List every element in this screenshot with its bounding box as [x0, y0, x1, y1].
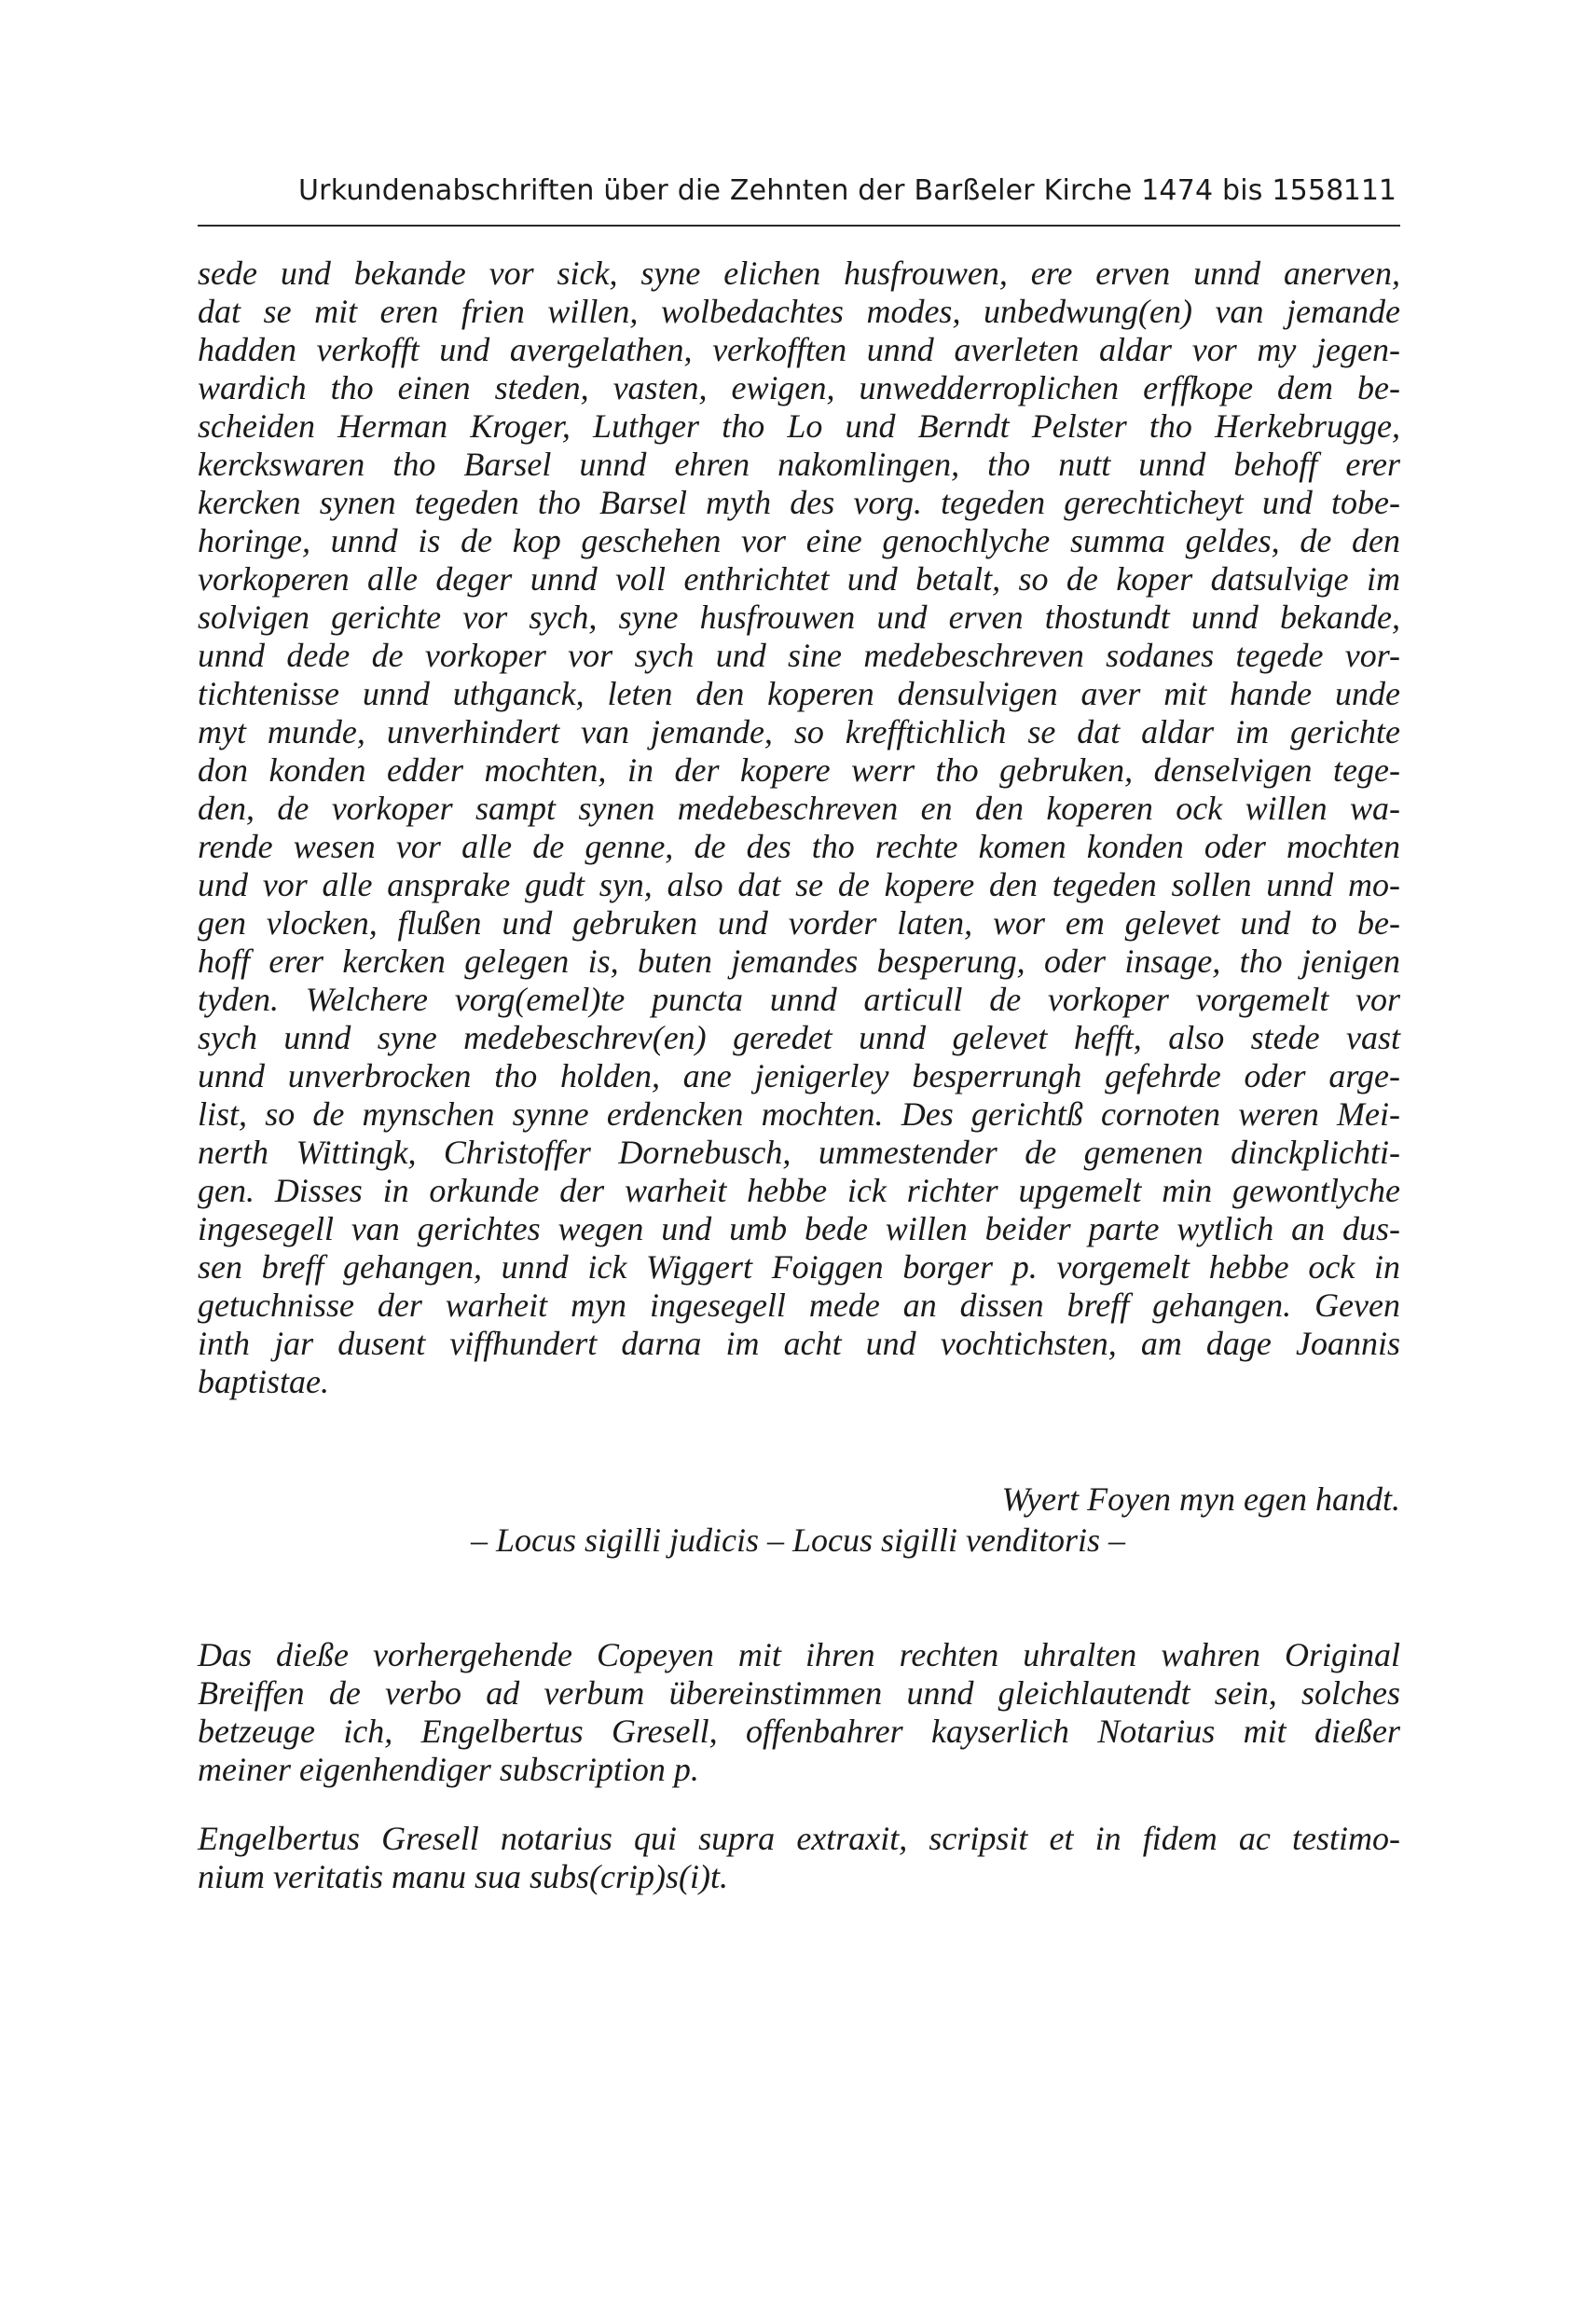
notary-note — [198, 1636, 1400, 1789]
text-line: nium veritatis manu sua subs(crip)s(i)t. — [198, 1858, 728, 1895]
text-line: tyden. Welchere vorg(emel)te puncta unnd articull de vorkoper vorgemelt vor — [198, 981, 1400, 1018]
page-header — [198, 171, 1400, 227]
text-line: sen breff gehangen, unnd ick Wiggert Foiggen borger p. vorgemelt hebbe ock in — [198, 1248, 1400, 1286]
text-line: gen. Disses in orkunde der warheit hebbe ick richter upgemelt min gewontlyche — [198, 1172, 1400, 1209]
text-line: baptistae. — [198, 1363, 329, 1400]
running-head: Urkundenabschriften über die Zehnten der Barßeler Kirche 1474 bis 1558 — [298, 174, 1344, 207]
text-line: solvigen gerichte vor sych, syne husfrouwen und erven thostundt unnd bekande, — [198, 599, 1400, 636]
text-line: getuchnisse der warheit myn ingesegell mede an dissen breff gehangen. Geven — [198, 1287, 1400, 1324]
text-line: hadden verkofft und avergelathen, verkofften unnd averleten aldar vor my jegen- — [198, 331, 1400, 368]
text-line: inth jar dusent viffhundert darna im acht und vochtichsten, am dage Joannis — [198, 1325, 1400, 1362]
text-line: unnd dede de vorkoper vor sych und sine medebeschreven sodanes tegede vor- — [198, 637, 1400, 674]
main-text-body — [198, 255, 1400, 1401]
text-line: rende wesen vor alle de genne, de des tho rechte komen konden oder mochten — [198, 828, 1400, 865]
text-line: ingesegell van gerichtes wegen und umb bede willen beider parte wytlich an dus- — [198, 1210, 1400, 1247]
signature-line: Wyert Foyen myn egen handt. — [1001, 1480, 1400, 1518]
text-line: don konden edder mochten, in der kopere werr tho gebruken, denselvigen tege- — [198, 751, 1400, 789]
closing-attestation — [198, 1820, 1400, 1896]
text-line: kerckswaren tho Barsel unnd ehren nakomlingen, tho nutt unnd behoff erer — [198, 446, 1400, 483]
text-line: Engelbertus Gresell notarius qui supra extraxit, scripsit et in fidem ac testimo- — [198, 1820, 1400, 1857]
text-line: sede und bekande vor sick, syne elichen husfrouwen, ere erven unnd anerven, — [198, 255, 1400, 292]
text-line: und vor alle ansprake gudt syn, also dat se de kopere den tegeden sollen unnd mo- — [198, 866, 1400, 903]
text-line: betzeuge ich, Engelbertus Gresell, offenbahrer kayserlich Notarius mit dießer — [198, 1713, 1400, 1750]
text-line: sych unnd syne medebeschrev(en) geredet unnd gelevet hefft, also stede vast — [198, 1019, 1400, 1056]
text-line: vorkoperen alle deger unnd voll enthrichtet und betalt, so de koper datsulvige im — [198, 560, 1400, 598]
text-line: nerth Wittingk, Christoffer Dornebusch, ummestender de gemenen dinckplichti- — [198, 1134, 1400, 1171]
text-line: tichtenisse unnd uthganck, leten den koperen densulvigen aver mit hande unde — [198, 675, 1400, 712]
text-line: Breiffen de verbo ad verbum übereinstimmen unnd gleichlautendt sein, solches — [198, 1674, 1400, 1712]
text-line: den, de vorkoper sampt synen medebeschreven en den koperen ock willen wa- — [198, 790, 1400, 827]
text-line: myt munde, unverhindert van jemande, so krefftichlich se dat aldar im gerichte — [198, 713, 1400, 750]
text-line: scheiden Herman Kroger, Luthger tho Lo und Berndt Pelster tho Herkebrugge, — [198, 407, 1400, 445]
text-line: dat se mit eren frien willen, wolbedachtes modes, unbedwung(en) van jemande — [198, 293, 1400, 330]
text-line: unnd unverbrocken tho holden, ane jenigerley besperrungh gefehrde oder arge- — [198, 1057, 1400, 1094]
text-line: wardich tho einen steden, vasten, ewigen, unwedderroplichen erffkope dem be- — [198, 369, 1400, 406]
text-line: gen vlocken, flußen und gebruken und vorder laten, wor em gelevet und to be- — [198, 904, 1400, 942]
text-line: Das dieße vorhergehende Copeyen mit ihren rechten uhralten wahren Original — [198, 1636, 1400, 1673]
text-line: hoff erer kercken gelegen is, buten jemandes besperung, oder insage, tho jenigen — [198, 943, 1400, 980]
seal-note: – Locus sigilli judicis – Locus sigilli venditoris – — [470, 1521, 1126, 1559]
text-line: kercken synen tegeden tho Barsel myth des vorg. tegeden gerechticheyt und tobe- — [198, 484, 1400, 521]
page-number: 111 — [1342, 174, 1396, 207]
text-line: horinge, unnd is de kop geschehen vor eine genochlyche summa geldes, de den — [198, 522, 1400, 559]
text-line: list, so de mynschen synne erdencken mochten. Des gerichtß cornoten weren Mei- — [198, 1095, 1400, 1133]
text-line: meiner eigenhendiger subscription p. — [198, 1751, 699, 1788]
